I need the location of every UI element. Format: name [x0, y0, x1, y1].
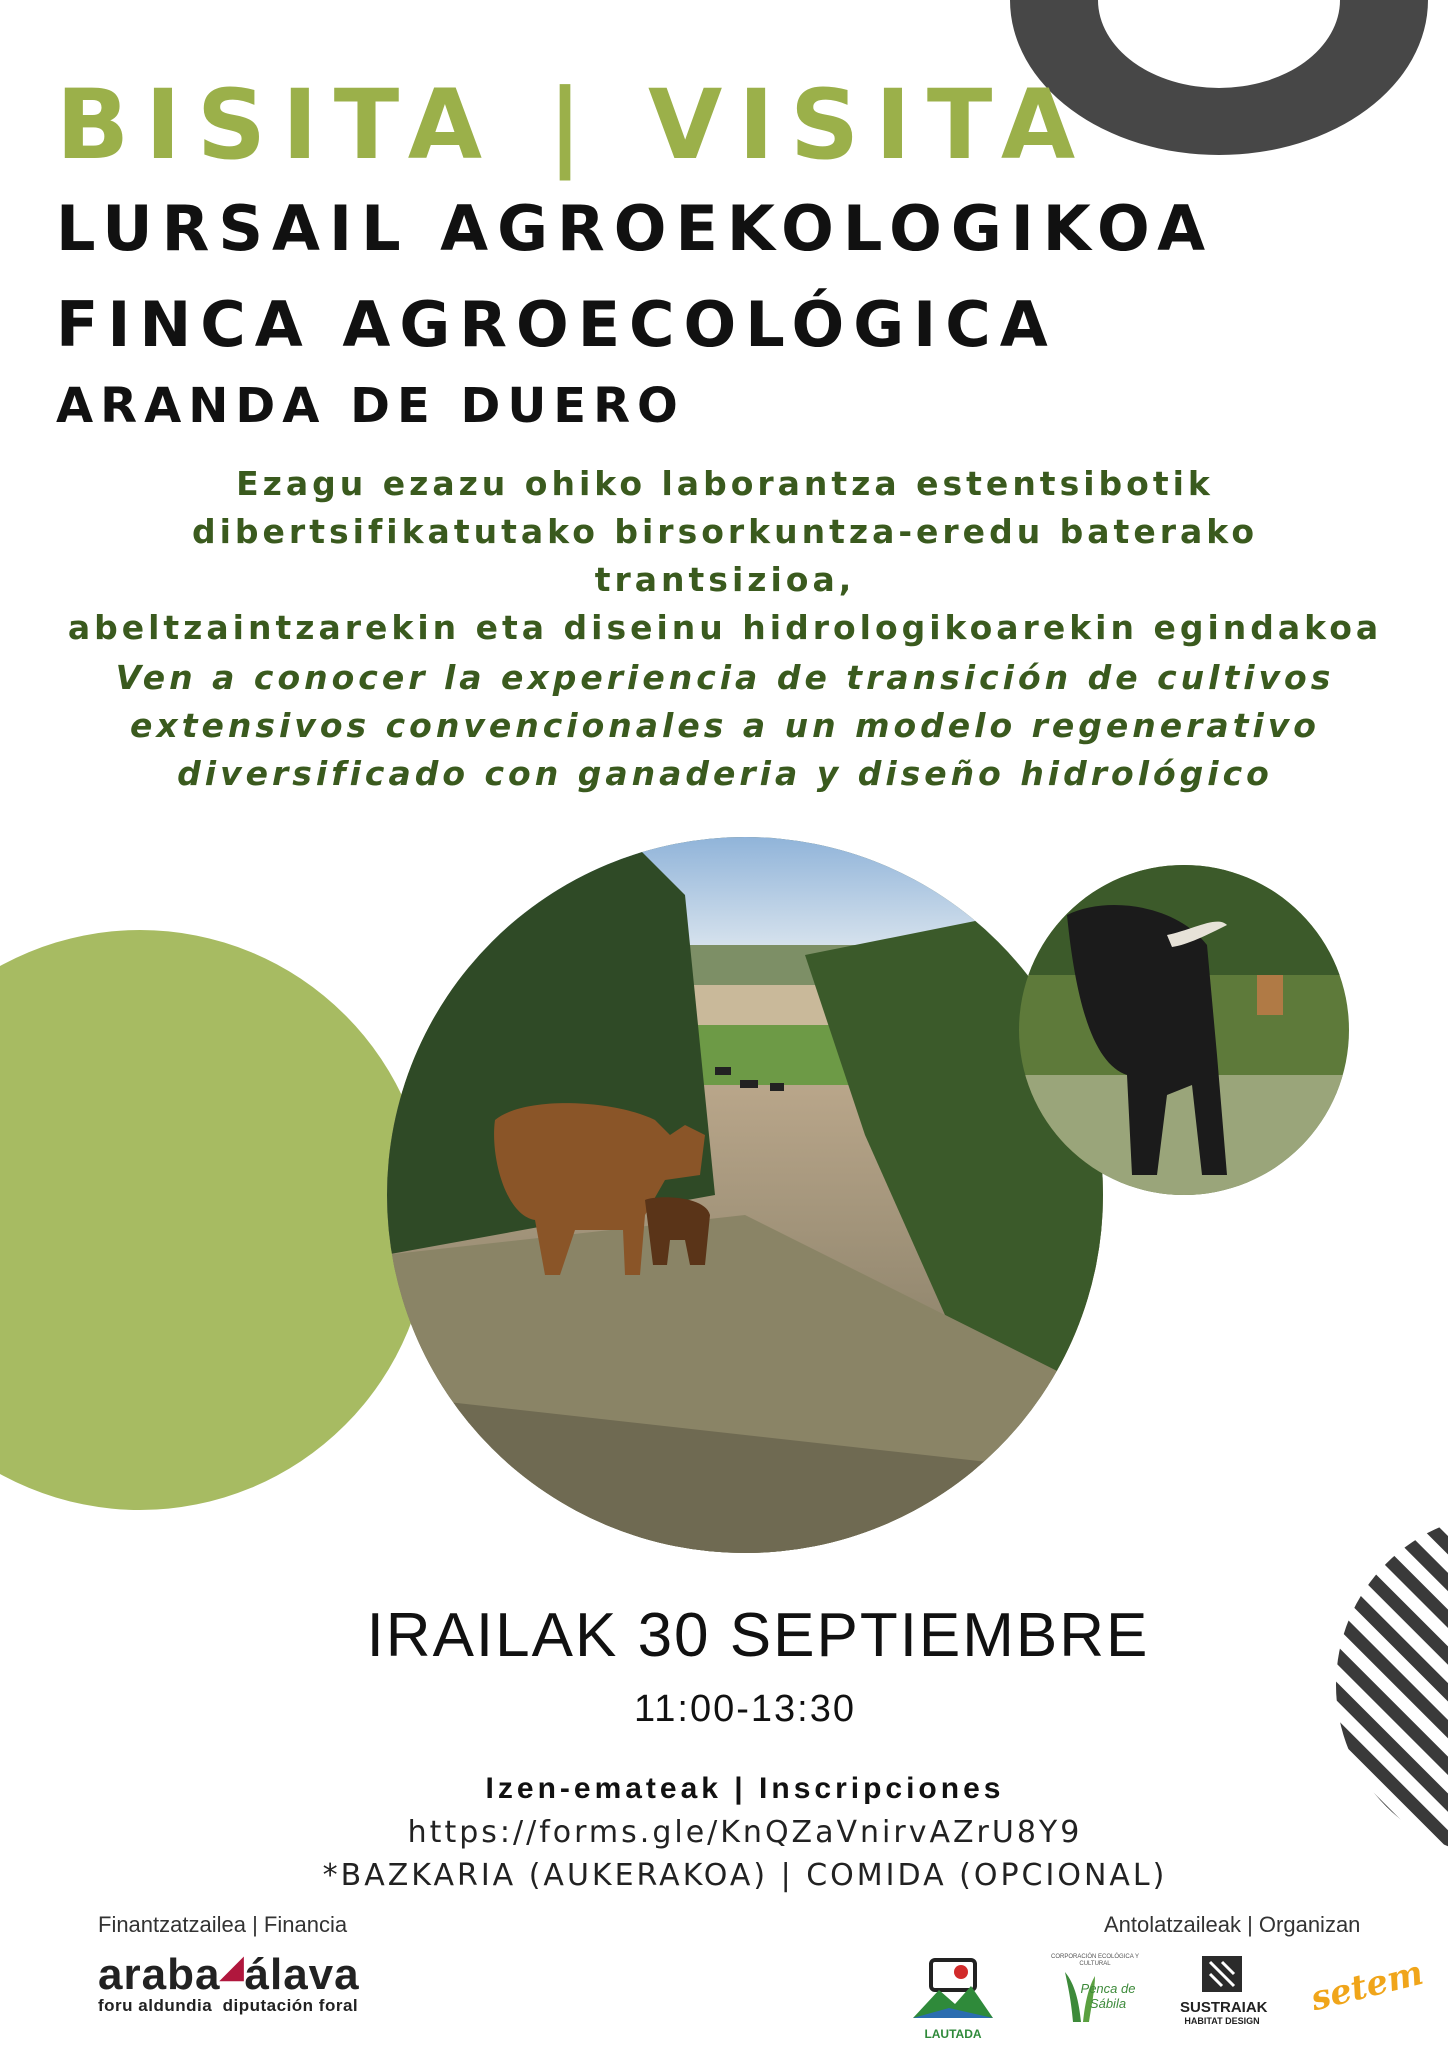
description-line: extensivos convencionales a un modelo regenerativo [130, 706, 1320, 745]
location-title: ARANDA DE DUERO [56, 378, 685, 434]
lautada-logo [905, 1956, 1001, 2041]
alava-word: álava [244, 1950, 360, 1999]
description-line: Ven a conocer la experiencia de transición de cultivos [115, 658, 1335, 697]
araba-alava-logo: araba◢álava foru aldundia diputación foral [98, 1950, 360, 2015]
registration-title: Izen-emateak | Inscripciones [485, 1772, 1005, 1805]
setem-logo [1306, 1952, 1428, 2020]
sustraiak-sub-text: HABITAT DESIGN [1184, 2016, 1260, 2026]
subtitle-basque: LURSAIL AGROEKOLOGIKOA [56, 192, 1215, 265]
registration-link[interactable]: https://forms.gle/KnQZaVnirvAZrU8Y9 [407, 1815, 1083, 1850]
lautada-text: LAUTADA [924, 2027, 982, 2041]
funding-label: Finantzatzailea | Financia [98, 1912, 348, 1937]
organizers-label: Antolatzaileak | Organizan [1104, 1912, 1361, 1937]
penca-de-sabila-logo [1050, 1954, 1140, 2011]
decorative-striped-circle [1330, 1510, 1448, 1860]
diputacion-foral-text: diputación foral [222, 1996, 359, 2015]
page-title: BISITA | VISITA [56, 69, 1092, 181]
lautada-icon [909, 1956, 997, 2022]
sustraiak-logo [1180, 1954, 1268, 2026]
penca-small-text: CORPORACIÓN ECOLÓGICA Y CULTURAL [1051, 1954, 1139, 1967]
penca-name-text: Penca de Sábila [1080, 1981, 1136, 2011]
description-line: abeltzaintzarekin eta diseinu hidrologikoarekin egindakoa [67, 608, 1383, 647]
setem-text: setem [1306, 1952, 1428, 2020]
description-line: dibertsifikatutako birsorkuntza-eredu baterako trantsizioa, [192, 512, 1258, 599]
event-time: 11:00-13:30 [633, 1688, 857, 1730]
subtitle-spanish: FINCA AGROECOLÓGICA [56, 288, 1057, 361]
description-line: Ezagu ezazu ohiko laborantza estentsibotik [236, 464, 1214, 503]
araba-word: araba [98, 1950, 221, 1999]
sustraiak-icon [1200, 1954, 1244, 1994]
landscape-cattle-photo [385, 835, 1105, 1555]
bull-photo [1017, 855, 1357, 1215]
foru-aldundia-text: foru aldundia [98, 1996, 213, 2015]
sustraiak-text: SUSTRAIAK [1180, 1999, 1268, 2016]
description-line: diversificado con ganaderia y diseño hidrológico [177, 754, 1273, 793]
event-date: IRAILAK 30 SEPTIEMBRE [366, 1601, 1150, 1670]
lunch-note: *BAZKARIA (AUKERAKOA) | COMIDA (OPCIONAL) [322, 1858, 1168, 1893]
description-spanish [60, 654, 1390, 798]
description-basque [60, 460, 1390, 652]
